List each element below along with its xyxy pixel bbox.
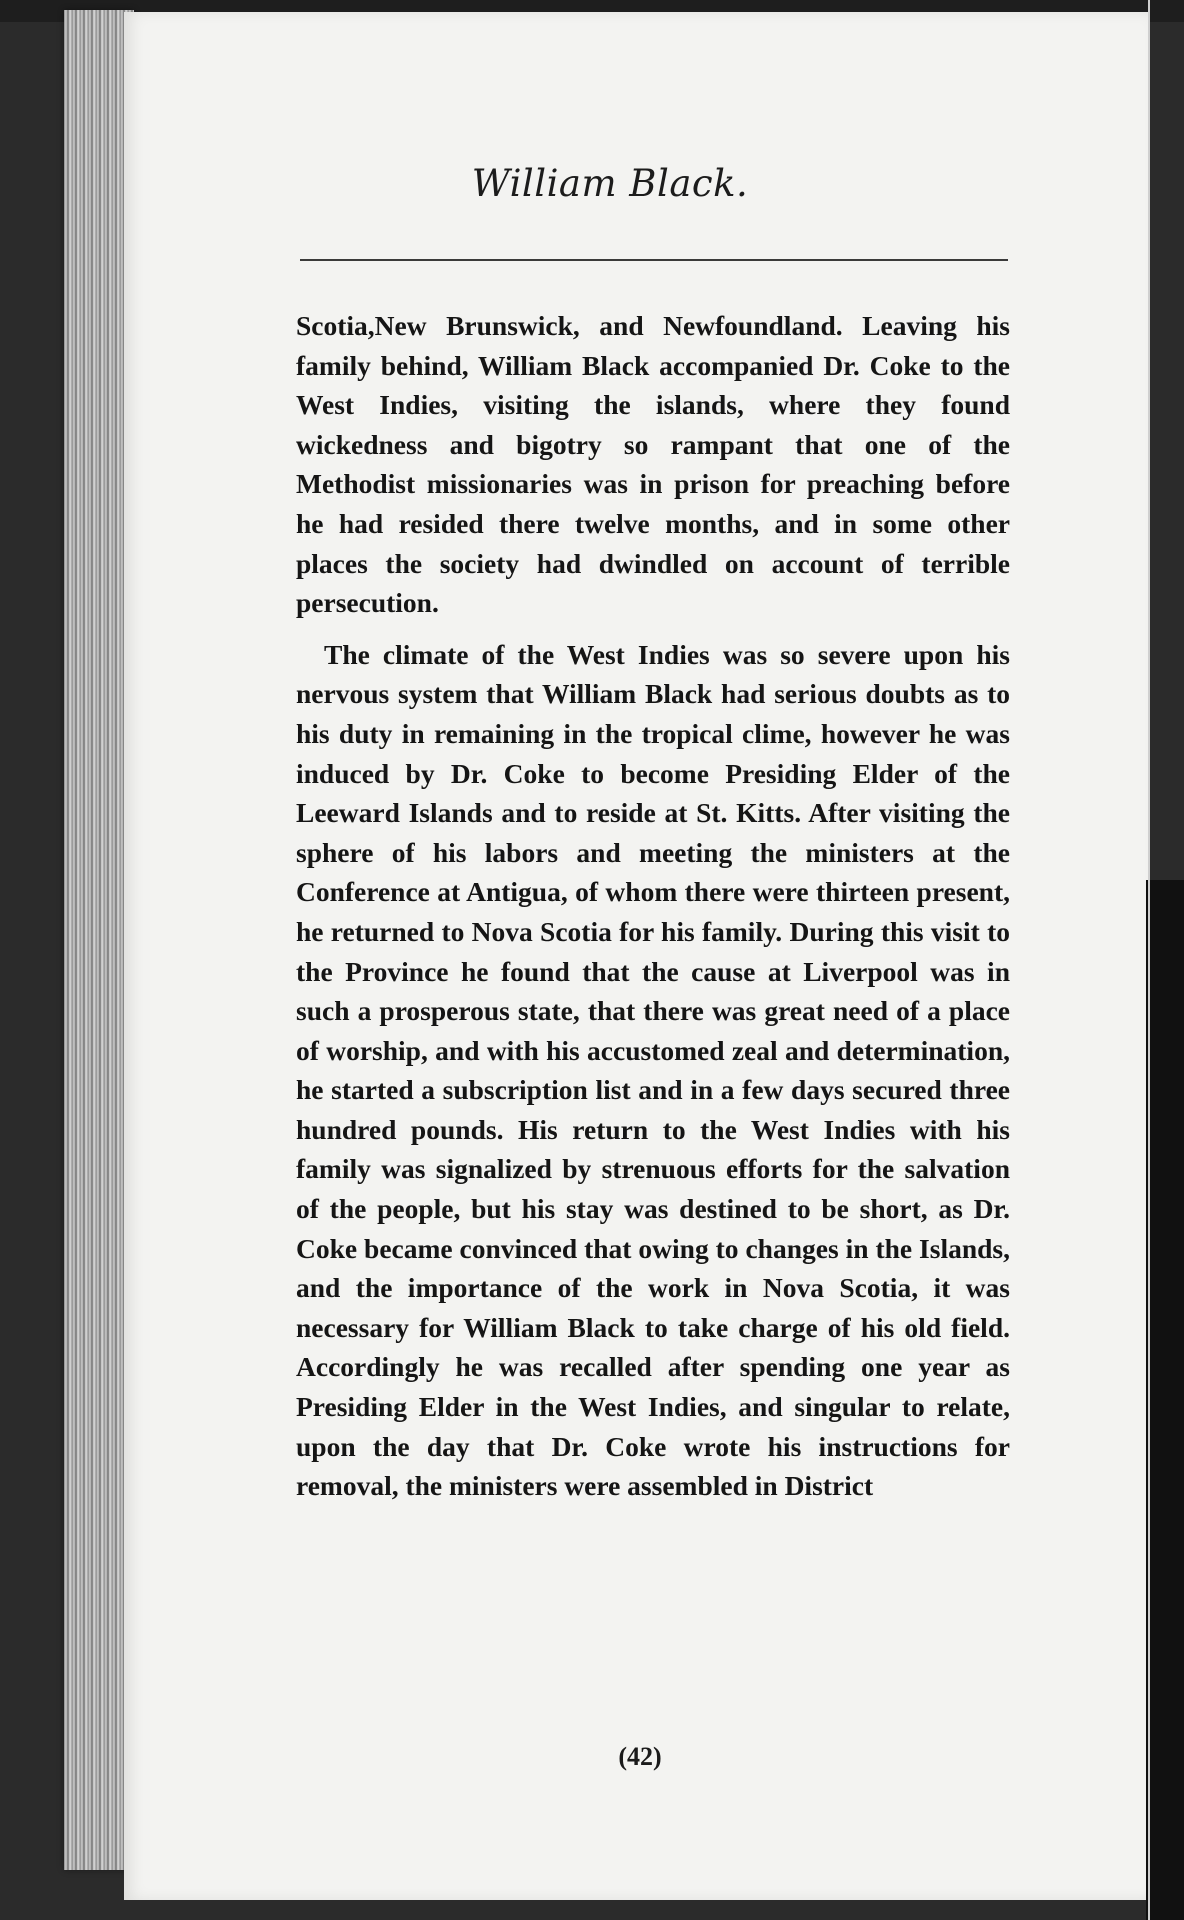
running-head: William Black.	[471, 162, 749, 205]
header-rule	[300, 259, 1008, 261]
page-number: (42)	[618, 1742, 662, 1771]
paragraph-2: The climate of the West Indies was so severe upon his nervous system that William Black had serious doubts as to his duty in remaining in the tropical clime, however he was induced by Dr. Coke to become Presiding Elder of the Leeward Islands and to reside at St. Kitts. After visiting the sphere of his labors and meeting the ministers at the Conference at Antigua, of whom there were thirteen present, he returned to Nova Scotia for his family. During this visit to the Province he found that the cause at Liverpool was in such a prosperous state, that there was great need of a place of worship, and with his accustomed zeal and determination, he started a subscription list and in a few days secured three hundred pounds. His return to the West Indies with his family was signalized by strenuous efforts for the salvation of the people, but his stay was destined to be short, as Dr. Coke became convinced that owing to changes in the Islands, and the importance of the work in Nova Scotia, it was necessary for William Black to take charge of his old field. Accordingly he was recalled after spending one year as Presiding Elder in the West Indies, and singular to relate, upon the day that Dr. Coke wrote his instructions for removal, the ministers were assembled in District	[296, 638, 1010, 1502]
body-text	[296, 306, 1010, 1506]
paragraph-1: Scotia,New Brunswick, and Newfoundland. Leaving his family behind, William Black accompanied Dr. Coke to the West Indies, visiting the islands, where they found wickedness and bigotry so rampant that one of the Methodist missionaries was in prison for preaching before he had resided there twelve months, and in some other places the society had dwindled on account of terrible persecution.	[296, 310, 1010, 619]
page-right-border	[1148, 0, 1150, 1920]
scan-right-edge	[1146, 880, 1184, 1920]
